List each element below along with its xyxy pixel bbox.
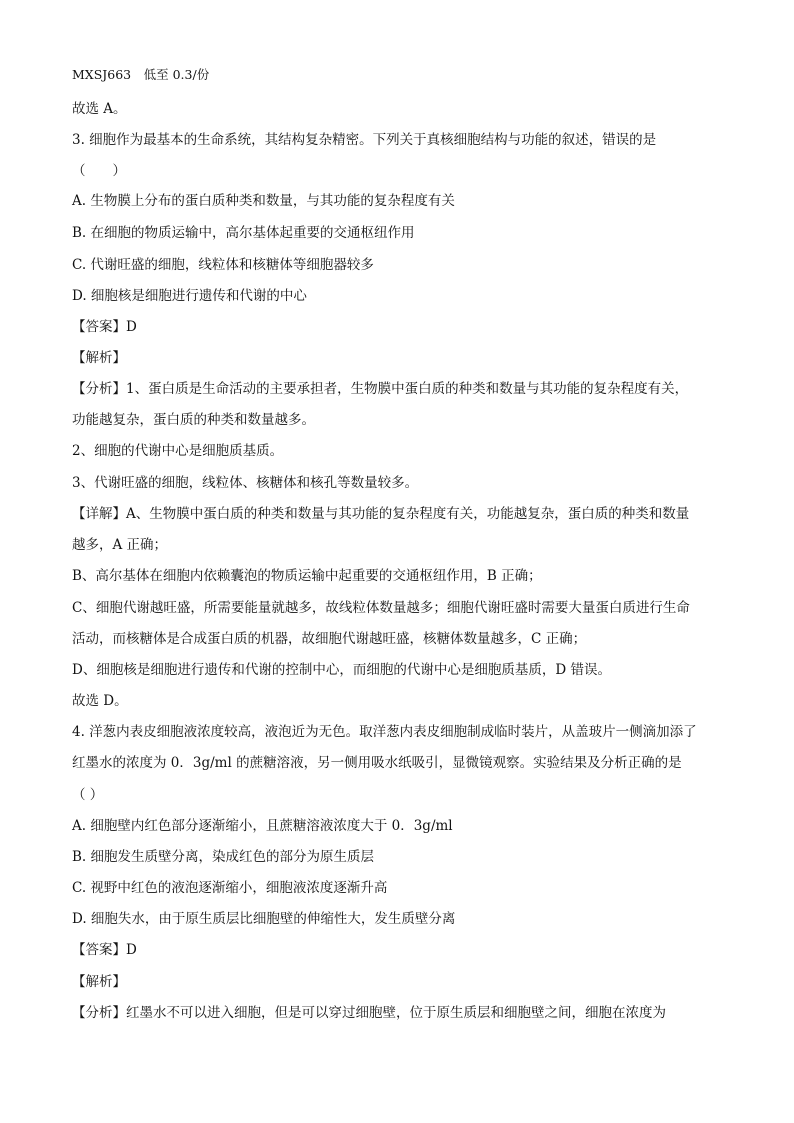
q4-analysis-line-1: 【分析】红墨水不可以进入细胞，但是可以穿过细胞壁，位于原生质层和细胞壁之间，细胞在浓度为 bbox=[72, 1005, 666, 1021]
q3-option-c: C. 代谢旺盛的细胞，线粒体和核糖体等细胞器较多 bbox=[72, 257, 374, 273]
q4-option-c: C. 视野中红色的液泡逐渐缩小，细胞液浓度逐渐升高 bbox=[72, 880, 388, 896]
q3-answer: 【答案】D bbox=[72, 319, 137, 335]
q3-jiexi-heading: 【解析】 bbox=[72, 350, 126, 366]
q3-detail-line-6: D、细胞核是细胞进行遗传和代谢的控制中心，而细胞的代谢中心是细胞质基质，D 错误。 bbox=[72, 662, 611, 678]
q4-option-b: B. 细胞发生质壁分离，染成红色的部分为原生质层 bbox=[72, 849, 375, 865]
q3-analysis-line-2: 功能越复杂，蛋白质的种类和数量越多。 bbox=[72, 412, 315, 428]
q3-detail-line-2: 越多，A 正确； bbox=[72, 537, 168, 553]
q3-analysis-line-1: 【分析】1、蛋白质是生命活动的主要承担者，生物膜中蛋白质的种类和数量与其功能的复杂程度有关， bbox=[72, 381, 689, 397]
q4-jiexi-heading: 【解析】 bbox=[72, 974, 126, 990]
q4-option-a: A. 细胞壁内红色部分逐渐缩小，且蔗糖溶液浓度大于 0．3g/ml bbox=[72, 818, 453, 834]
q3-stem-line-2: （ ） bbox=[72, 163, 126, 179]
q3-option-b: B. 在细胞的物质运输中，高尔基体起重要的交通枢纽作用 bbox=[72, 225, 415, 241]
q3-conclusion: 故选 D。 bbox=[72, 693, 128, 709]
q3-detail-line-5: 活动，而核糖体是合成蛋白质的机器，故细胞代谢越旺盛，核糖体数量越多，C 正确； bbox=[72, 631, 587, 647]
q3-stem-line-1: 3. 细胞作为最基本的生命系统，其结构复杂精密。下列关于真核细胞结构与功能的叙述，错误的是 bbox=[72, 132, 657, 148]
q3-analysis-line-3: 2、细胞的代谢中心是细胞质基质。 bbox=[72, 443, 284, 459]
q3-detail-line-1: 【详解】A、生物膜中蛋白质的种类和数量与其功能的复杂程度有关，功能越复杂，蛋白质的种类和数量 bbox=[72, 506, 690, 522]
q3-detail-line-4: C、细胞代谢越旺盛，所需要能量就越多，故线粒体数量越多；细胞代谢旺盛时需要大量蛋白质进行生命 bbox=[72, 600, 690, 616]
header-code: MXSJ663 低至 0.3/份 bbox=[72, 67, 210, 82]
q4-option-d: D. 细胞失水，由于原生质层比细胞壁的伸缩性大，发生质壁分离 bbox=[72, 911, 456, 927]
q4-stem-line-1: 4. 洋葱内表皮细胞液浓度较高，液泡近为无色。取洋葱内表皮细胞制成临时装片，从盖玻片一侧滴加添了 bbox=[72, 724, 697, 740]
q4-stem-line-3: （ ） bbox=[72, 787, 104, 803]
q3-detail-line-3: B、高尔基体在细胞内依赖囊泡的物质运输中起重要的交通枢纽作用，B 正确； bbox=[72, 568, 542, 584]
q3-option-a: A. 生物膜上分布的蛋白质种类和数量，与其功能的复杂程度有关 bbox=[72, 193, 455, 209]
q2-conclusion: 故选 A。 bbox=[72, 101, 127, 117]
q4-stem-line-2: 红墨水的浓度为 0．3g/ml 的蔗糖溶液，另一侧用吸水纸吸引，显微镜观察。实验结果及分析正确的是 bbox=[72, 755, 682, 771]
q3-analysis-line-4: 3、代谢旺盛的细胞，线粒体、核糖体和核孔等数量较多。 bbox=[72, 475, 419, 491]
q4-answer: 【答案】D bbox=[72, 942, 137, 958]
q3-option-d: D. 细胞核是细胞进行遗传和代谢的中心 bbox=[72, 288, 307, 304]
